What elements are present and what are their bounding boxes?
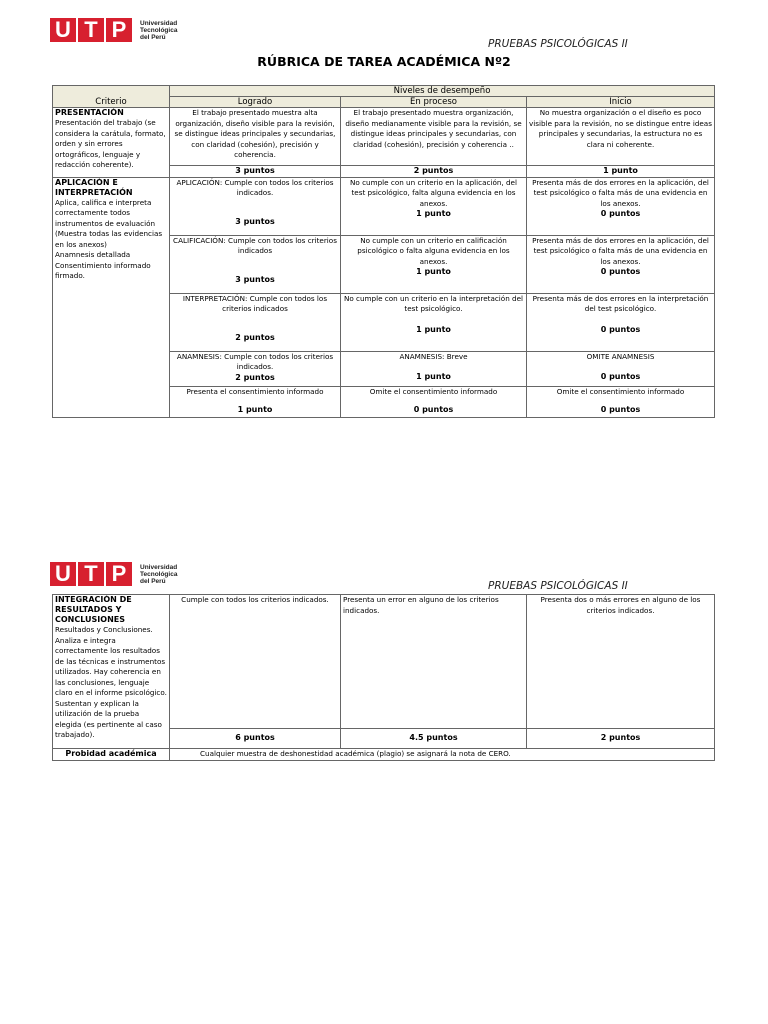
level-cell: Presenta más de dos errores en la interpretación del test psicológico. 0 puntos <box>527 293 715 351</box>
inicio-header: Inicio <box>527 97 715 108</box>
level-cell: ANAMNESIS: Cumple con todos los criterios indicados. 2 puntos <box>170 351 341 386</box>
points-label: 2 puntos <box>235 372 275 382</box>
criterion-presentacion: PRESENTACIÓN Presentación del trabajo (se considera la carátula, formato, orden y sin errores ortográficos, lenguaje y redacción coherente). <box>53 108 170 178</box>
course-name: PRUEBAS PSICOLÓGICAS II <box>488 38 628 50</box>
level-description: Cumple con todos los criterios indicados. <box>170 595 341 729</box>
level-description: Presenta dos o más errores en alguno de los criterios indicados. <box>527 595 715 729</box>
level-description: No muestra organización o el diseño es poco visible para la revisión, no se distingue entre ideas principales y secundarias, la estructura no es clara ni coherente. <box>527 108 715 166</box>
page-title: RÚBRICA DE TAREA ACADÉMICA Nº2 <box>257 54 511 69</box>
level-cell: Presenta más de dos errores en la aplicación, del test psicológico o falta más de una evidencia en los anexos. 0 puntos <box>527 177 715 235</box>
logrado-header: Logrado <box>170 97 341 108</box>
level-cell: ANAMNESIS: Breve 1 punto <box>341 351 527 386</box>
university-name: Universidad Tecnológica del Perú <box>140 19 178 41</box>
level-cell: INTERPRETACIÓN: Cumple con todos los criterios indicados 2 puntos <box>170 293 341 351</box>
level-description: El trabajo presentado muestra alta organización, diseño visible para la revisión, se distingue ideas principales y secundarias, con claridad (cohesión), precisión y coherencia. <box>170 108 341 166</box>
points-label: 0 puntos <box>600 405 641 414</box>
level-cell: Presenta el consentimiento informado 1 punto <box>170 386 341 417</box>
points-label: 2 puntos <box>341 166 527 178</box>
level-cell: Omite el consentimiento informado 0 puntos <box>341 386 527 417</box>
level-cell: Presenta más de dos errores en la aplicación, del test psicológico o falta más de una evidencia en los anexos. 0 puntos <box>527 235 715 293</box>
points-label: 3 puntos <box>235 216 275 226</box>
points-label: 0 puntos <box>600 209 641 218</box>
criterio-header: Criterio <box>53 86 170 108</box>
logo-letter-p: P <box>106 18 132 42</box>
level-cell: No cumple con un criterio en la interpretación del test psicológico. 1 punto <box>341 293 527 351</box>
points-label: 1 punto <box>237 405 273 414</box>
points-label: 0 puntos <box>600 267 641 276</box>
criterion-aplicacion: APLICACIÓN E INTERPRETACIÓN Aplica, califica e interpreta correctamente todos instrumentos de evaluación (Muestra todas las evidencias en los anexos) Anamnesis detallada Consentimiento informado firmado. <box>53 177 170 417</box>
logo-letter-t: T <box>78 18 104 42</box>
rubric-table <box>52 85 715 418</box>
points-label: 6 puntos <box>170 729 341 749</box>
level-cell: CALIFICACIÓN: Cumple con todos los criterios indicados 3 puntos <box>170 235 341 293</box>
points-label: 1 punto <box>416 324 451 334</box>
university-name: Universidad Tecnológica del Perú <box>140 563 178 585</box>
level-description: Presenta un error en alguno de los criterios indicados. <box>341 595 527 729</box>
logo-letter-u: U <box>50 18 76 42</box>
logo-letter-t: T <box>78 562 104 586</box>
level-cell: No cumple con un criterio en la aplicación, del test psicológico, falta alguna evidencia en los anexos. 1 punto <box>341 177 527 235</box>
criterion-integracion: INTEGRACIÓN DE RESULTADOS Y CONCLUSIONES Resultados y Conclusiones. Analiza e integra correctamente los resultados de las técnicas e instrumentos utilizados. Hay coherencia en las conclusiones, lenguaje claro en el informe psicológico. Sustentan y explican la utilización de la prueba elegida (es pertinente al caso trabajado). <box>53 595 170 749</box>
points-label: 2 puntos <box>235 332 275 342</box>
points-label: 1 punto <box>527 166 715 178</box>
utp-logo <box>50 18 177 42</box>
level-cell: Omite el consentimiento informado 0 puntos <box>527 386 715 417</box>
course-name: PRUEBAS PSICOLÓGICAS II <box>488 580 628 592</box>
probidad-text: Cualquier muestra de deshonestidad académica (plagio) se asignará la nota de CERO. <box>170 749 715 761</box>
points-label: 0 puntos <box>600 372 641 381</box>
points-label: 3 puntos <box>235 274 275 284</box>
level-description: El trabajo presentado muestra organización, diseño medianamente visible para la revisión, se distingue ideas principales y secundarias, con claridad (cohesión), precisión y coherencia .. <box>341 108 527 166</box>
points-label: 3 puntos <box>170 166 341 178</box>
level-cell: No cumple con un criterio en calificación psicológico o falta alguna evidencia en los anexos. 1 punto <box>341 235 527 293</box>
en-proceso-header: En proceso <box>341 97 527 108</box>
points-label: 1 punto <box>416 209 451 218</box>
niveles-header: Niveles de desempeño <box>170 86 715 97</box>
rubric-table-2 <box>52 594 715 761</box>
points-label: 1 punto <box>416 267 451 276</box>
level-cell: APLICACIÓN: Cumple con todos los criterios indicados. 3 puntos <box>170 177 341 235</box>
points-label: 2 puntos <box>527 729 715 749</box>
logo-letter-u: U <box>50 562 76 586</box>
probidad-label: Probidad académica <box>53 749 170 761</box>
level-cell: OMITE ANAMNESIS 0 puntos <box>527 351 715 386</box>
points-label: 0 puntos <box>600 324 641 334</box>
points-label: 4.5 puntos <box>341 729 527 749</box>
points-label: 1 punto <box>416 372 451 381</box>
utp-logo <box>50 562 177 586</box>
points-label: 0 puntos <box>413 405 454 414</box>
logo-letter-p: P <box>106 562 132 586</box>
